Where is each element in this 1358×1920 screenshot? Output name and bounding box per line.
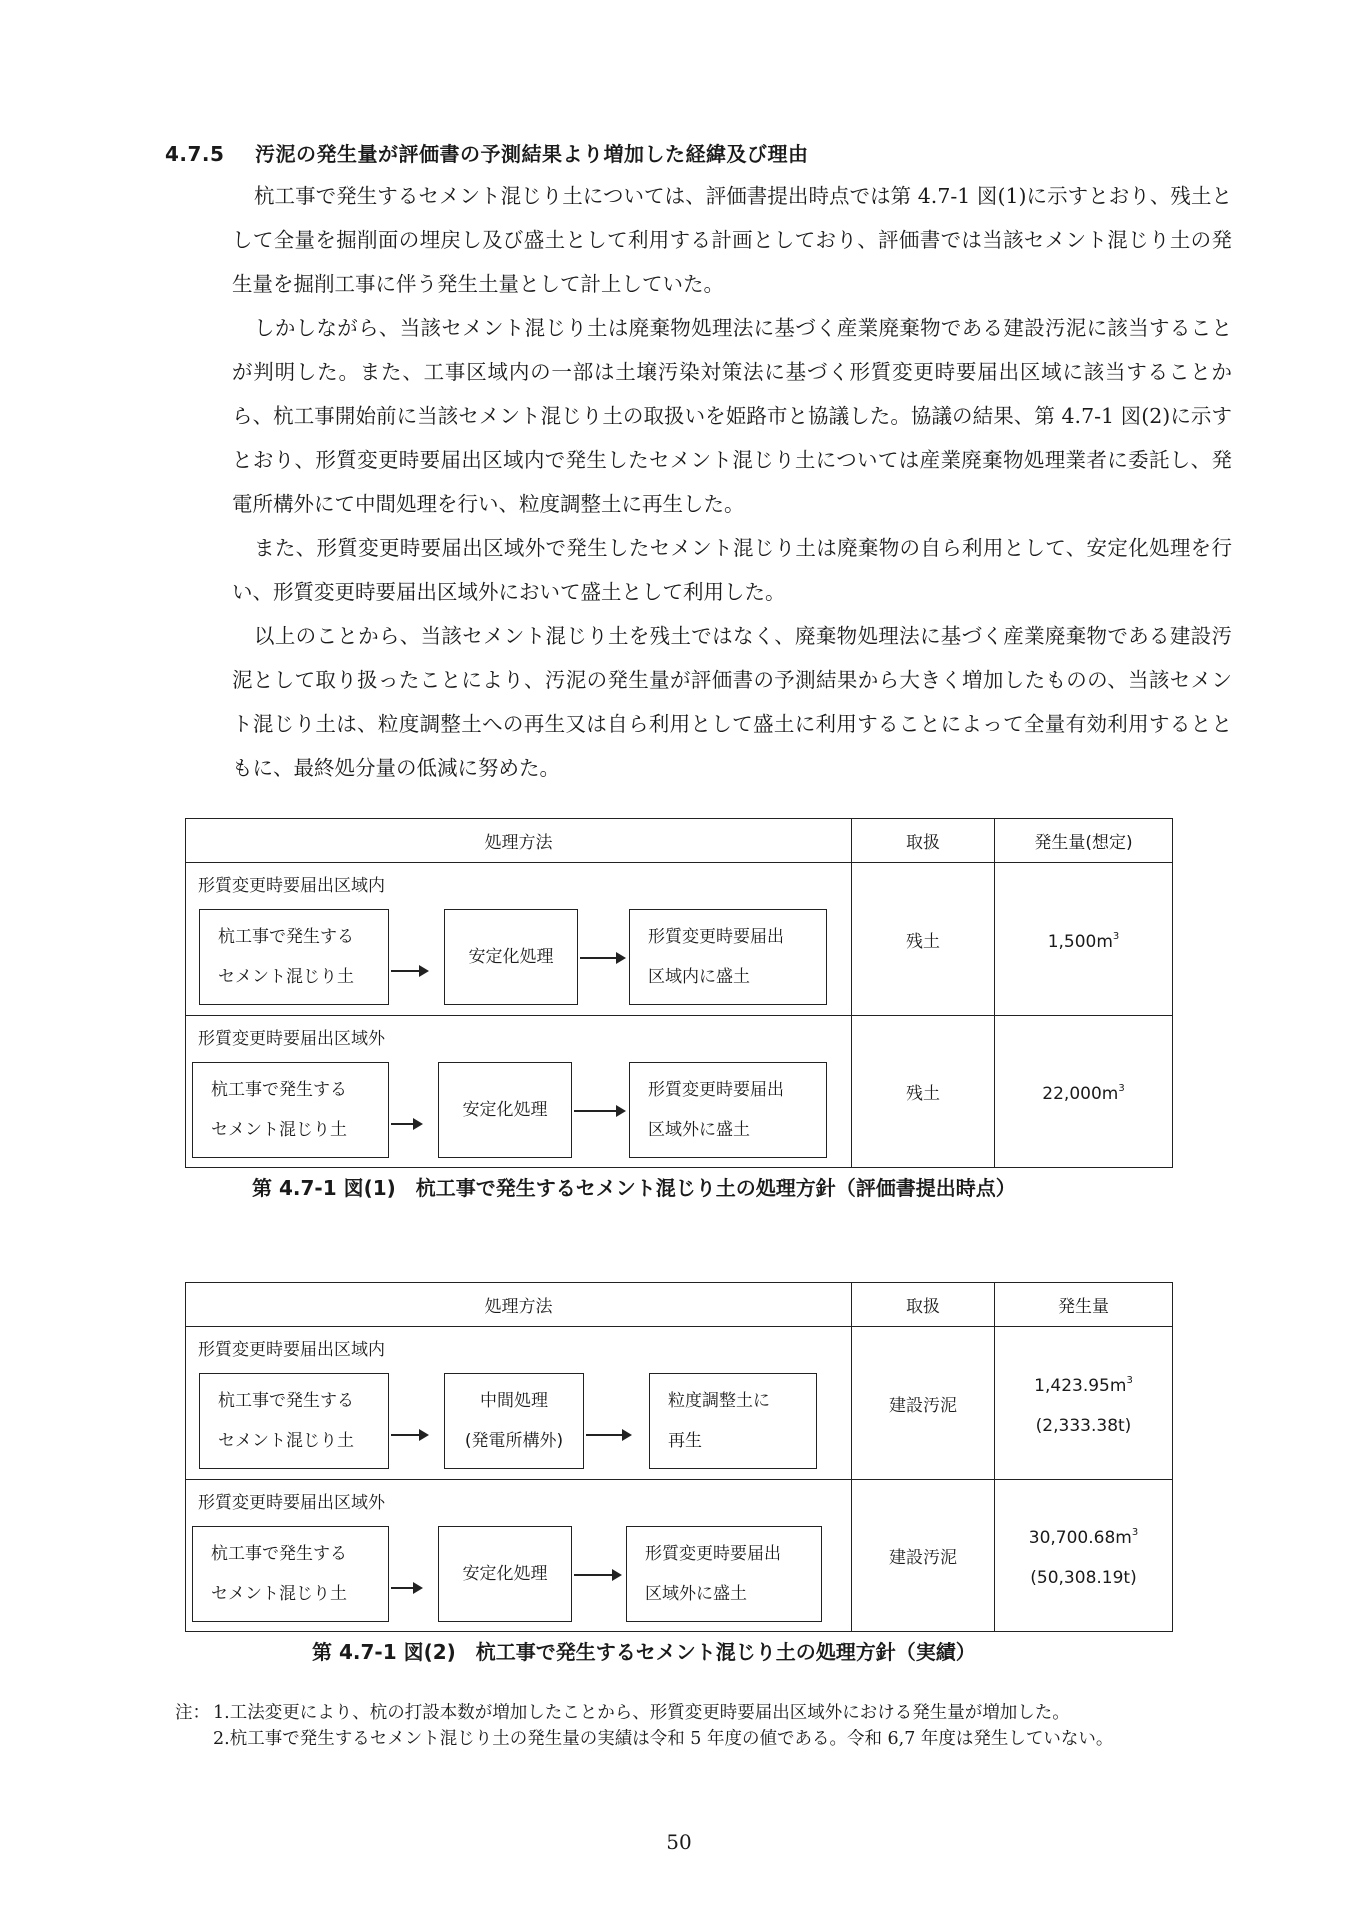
source-box bbox=[199, 1373, 389, 1469]
figure1-row-outside bbox=[186, 1015, 1172, 1167]
arrow-icon bbox=[391, 1587, 421, 1589]
dest-line1: 粒度調整土に bbox=[668, 1391, 770, 1411]
source-line1: 杭工事で発生する bbox=[218, 1391, 354, 1411]
handling-cell: 建設汚泥 bbox=[852, 1327, 995, 1479]
source-box bbox=[199, 909, 389, 1005]
paragraph: 以上のことから、当該セメント混じり土を残土ではなく、廃棄物処理法に基づく産業廃棄物である建設汚泥として取り扱ったことにより、汚泥の発生量が評価書の予測結果から大きく増加したものの、当該セメント混じり土は、粒度調整土への再生又は自ら利用として盛土に利用することによって全量有効利用するとともに、最終処分量の低減に努めた。 bbox=[232, 624, 1232, 780]
amount-cell bbox=[995, 1480, 1172, 1631]
region-label: 形質変更時要届出区域内 bbox=[198, 876, 385, 896]
arrow-icon bbox=[391, 970, 427, 972]
amount-value: 22,000m bbox=[1042, 1084, 1119, 1104]
flow-cell bbox=[186, 863, 852, 1015]
amount-cell bbox=[995, 1016, 1172, 1167]
amount-tonnes: (50,308.19t) bbox=[1030, 1568, 1137, 1588]
process-line1: 中間処理 bbox=[480, 1391, 548, 1411]
note-text: 1.工法変更により、杭の打設本数が増加したことから、形質変更時要届出区域外における発生量が増加した。 bbox=[213, 1703, 1070, 1723]
page-number: 50 bbox=[666, 1830, 692, 1854]
destination-box bbox=[649, 1373, 817, 1469]
unit-superscript: 3 bbox=[1131, 1527, 1139, 1538]
header-amount: 発生量(想定) bbox=[1034, 833, 1133, 853]
amount-cell bbox=[995, 1327, 1172, 1479]
unit-superscript: 3 bbox=[1118, 1083, 1125, 1094]
arrow-icon bbox=[574, 1110, 624, 1112]
region-label: 形質変更時要届出区域外 bbox=[198, 1029, 385, 1049]
header-amount: 発生量 bbox=[1058, 1297, 1109, 1317]
handling-cell: 残土 bbox=[852, 1016, 995, 1167]
notes-label: 注： bbox=[175, 1703, 210, 1723]
process-label: 安定化処理 bbox=[462, 1564, 548, 1584]
figure1-header-row bbox=[186, 819, 1172, 863]
paragraph: しかしながら、当該セメント混じり土は廃棄物処理法に基づく産業廃棄物である建設汚泥に該当することが判明した。また、工事区域内の一部は土壌汚染対策法に基づく形質変更時要届出区域に該当することから、杭工事開始前に当該セメント混じり土の取扱いを姫路市と協議した。協議の結果、第 4.7-1 図(2)に示すとおり、形質変更時要届出区域内で発生したセメント混じり土については産業廃棄物処理業者に委託し、発電所構外にて中間処理を行い、粒度調整土に再生した。 bbox=[232, 316, 1232, 516]
body-text bbox=[232, 174, 1232, 790]
notes bbox=[175, 1700, 1215, 1752]
header-method: 処理方法 bbox=[186, 1283, 852, 1326]
process-label: 安定化処理 bbox=[468, 947, 554, 967]
source-line2: セメント混じり土 bbox=[218, 1431, 354, 1451]
figure1-caption: 第 4.7-1 図(1) 杭工事で発生するセメント混じり土の処理方針（評価書提出時点） bbox=[252, 1176, 1016, 1200]
source-line1: 杭工事で発生する bbox=[211, 1544, 347, 1564]
section-number: 4.7.5 bbox=[165, 142, 225, 166]
arrow-icon bbox=[580, 957, 624, 959]
region-label: 形質変更時要届出区域外 bbox=[198, 1493, 385, 1513]
amount-cell bbox=[995, 863, 1172, 1015]
dest-line1: 形質変更時要届出 bbox=[648, 1080, 784, 1100]
section-title: 汚泥の発生量が評価書の予測結果より増加した経緯及び理由 bbox=[255, 142, 809, 166]
unit-superscript: 3 bbox=[1126, 1374, 1133, 1386]
header-handling: 取扱 bbox=[852, 819, 995, 862]
dest-line2: 区域外に盛土 bbox=[648, 1120, 750, 1140]
handling-cell: 建設汚泥 bbox=[852, 1480, 995, 1631]
header-method: 処理方法 bbox=[186, 819, 852, 862]
amount-value: 1,500m bbox=[1047, 931, 1113, 952]
figure1-table bbox=[185, 818, 1173, 1168]
amount-value: 30,700.68m bbox=[1028, 1528, 1132, 1548]
figure1-row-inside bbox=[186, 863, 1172, 1015]
destination-box bbox=[629, 1062, 827, 1158]
figure2-table bbox=[185, 1282, 1173, 1632]
dest-line2: 再生 bbox=[668, 1431, 702, 1451]
handling-cell: 残土 bbox=[852, 863, 995, 1015]
dest-line2: 区域内に盛土 bbox=[648, 967, 750, 987]
arrow-icon bbox=[391, 1123, 421, 1125]
dest-line1: 形質変更時要届出 bbox=[648, 927, 784, 947]
figure2-caption: 第 4.7-1 図(2) 杭工事で発生するセメント混じり土の処理方針（実績） bbox=[312, 1640, 976, 1664]
source-box bbox=[192, 1062, 389, 1158]
region-label: 形質変更時要届出区域内 bbox=[198, 1340, 385, 1360]
figure2-header-row bbox=[186, 1283, 1172, 1327]
source-line1: 杭工事で発生する bbox=[218, 927, 354, 947]
destination-box bbox=[626, 1526, 822, 1622]
process-box bbox=[444, 909, 578, 1005]
amount-tonnes: (2,333.38t) bbox=[1035, 1415, 1132, 1436]
source-line1: 杭工事で発生する bbox=[211, 1080, 347, 1100]
note-text: 2.杭工事で発生するセメント混じり土の発生量の実績は令和 5 年度の値である。令和 6,7 年度は発生していない。 bbox=[213, 1729, 1114, 1749]
source-box bbox=[192, 1526, 389, 1622]
dest-line2: 区域外に盛土 bbox=[645, 1584, 747, 1604]
arrow-icon bbox=[586, 1434, 630, 1436]
figure2-row-outside bbox=[186, 1479, 1172, 1631]
section-heading bbox=[165, 138, 809, 167]
flow-cell bbox=[186, 1327, 852, 1479]
flow-cell bbox=[186, 1016, 852, 1167]
note-item bbox=[175, 1700, 1215, 1726]
source-line2: セメント混じり土 bbox=[211, 1584, 347, 1604]
process-line2: (発電所構外) bbox=[464, 1431, 564, 1451]
destination-box bbox=[629, 909, 827, 1005]
paragraph: 杭工事で発生するセメント混じり土については、評価書提出時点では第 4.7-1 図(1)に示すとおり、残土として全量を掘削面の埋戻し及び盛土として利用する計画としており、評価書では当該セメント混じり土の発生量を掘削工事に伴う発生土量として計上していた。 bbox=[232, 184, 1232, 296]
source-line2: セメント混じり土 bbox=[211, 1120, 347, 1140]
flow-cell bbox=[186, 1480, 852, 1631]
process-label: 安定化処理 bbox=[462, 1100, 548, 1120]
amount-value: 1,423.95m bbox=[1034, 1375, 1127, 1396]
source-line2: セメント混じり土 bbox=[218, 967, 354, 987]
unit-superscript: 3 bbox=[1112, 930, 1120, 942]
process-box bbox=[438, 1526, 572, 1622]
note-item bbox=[175, 1726, 1215, 1752]
header-handling: 取扱 bbox=[852, 1283, 995, 1326]
process-box bbox=[438, 1062, 572, 1158]
arrow-icon bbox=[574, 1574, 620, 1576]
process-box bbox=[444, 1373, 584, 1469]
dest-line1: 形質変更時要届出 bbox=[645, 1544, 781, 1564]
arrow-icon bbox=[391, 1434, 427, 1436]
paragraph: また、形質変更時要届出区域外で発生したセメント混じり土は廃棄物の自ら利用として、安定化処理を行い、形質変更時要届出区域外において盛土として利用した。 bbox=[232, 536, 1232, 604]
figure2-row-inside bbox=[186, 1327, 1172, 1479]
